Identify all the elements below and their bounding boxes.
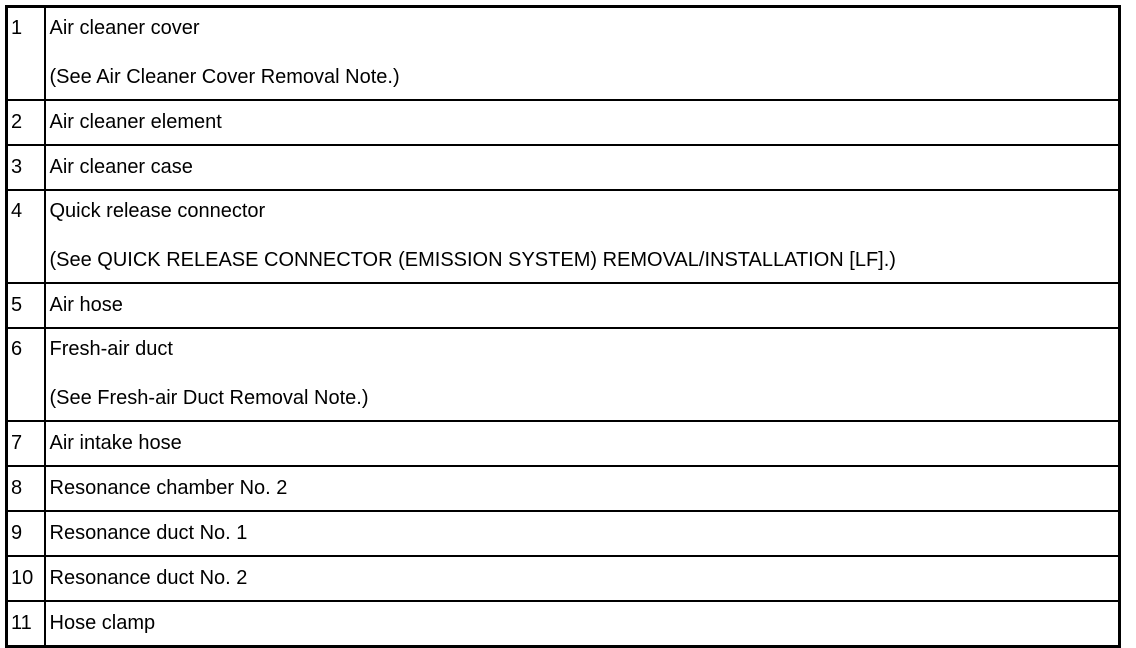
part-name: Hose clamp: [49, 612, 156, 634]
part-number: 6: [7, 328, 45, 421]
part-number: 11: [7, 601, 45, 647]
table-row: [7, 7, 1120, 101]
part-number: 3: [7, 145, 45, 190]
part-description: [45, 100, 1120, 145]
part-name: Air cleaner cover: [49, 17, 200, 39]
part-description: [45, 421, 1120, 466]
table-row: [7, 466, 1120, 511]
part-number: 8: [7, 466, 45, 511]
part-number: 5: [7, 283, 45, 328]
table-row: [7, 145, 1120, 190]
table-row: [7, 328, 1120, 421]
part-description: [45, 283, 1120, 328]
table-row: [7, 421, 1120, 466]
part-description: [45, 190, 1120, 283]
part-name: Air hose: [49, 294, 123, 316]
part-name: Air intake hose: [49, 432, 182, 454]
table-row: [7, 511, 1120, 556]
part-description: [45, 556, 1120, 601]
part-description: [45, 328, 1120, 421]
part-number: 10: [7, 556, 45, 601]
table-row: [7, 556, 1120, 601]
part-name: Fresh-air duct: [49, 338, 173, 360]
part-description: [45, 511, 1120, 556]
part-number: 1: [7, 7, 45, 101]
part-description: [45, 466, 1120, 511]
part-number: 4: [7, 190, 45, 283]
table-row: [7, 100, 1120, 145]
part-name: Resonance duct No. 1: [49, 522, 248, 544]
part-note: (See Air Cleaner Cover Removal Note.): [49, 66, 400, 88]
table-row: [7, 190, 1120, 283]
part-description: [45, 7, 1120, 101]
table-row: [7, 283, 1120, 328]
part-name: Resonance chamber No. 2: [49, 477, 288, 499]
part-name: Air cleaner case: [49, 156, 193, 178]
part-description: [45, 601, 1120, 647]
parts-table: [5, 5, 1121, 648]
part-name: Air cleaner element: [49, 111, 222, 133]
part-description: [45, 145, 1120, 190]
part-name: Quick release connector: [49, 200, 266, 222]
part-note: (See Fresh-air Duct Removal Note.): [49, 387, 369, 409]
table-row: [7, 601, 1120, 647]
part-number: 2: [7, 100, 45, 145]
part-number: 9: [7, 511, 45, 556]
part-number: 7: [7, 421, 45, 466]
part-note: (See QUICK RELEASE CONNECTOR (EMISSION SYSTEM) REMOVAL/INSTALLATION [LF].): [49, 249, 896, 271]
part-name: Resonance duct No. 2: [49, 567, 248, 589]
